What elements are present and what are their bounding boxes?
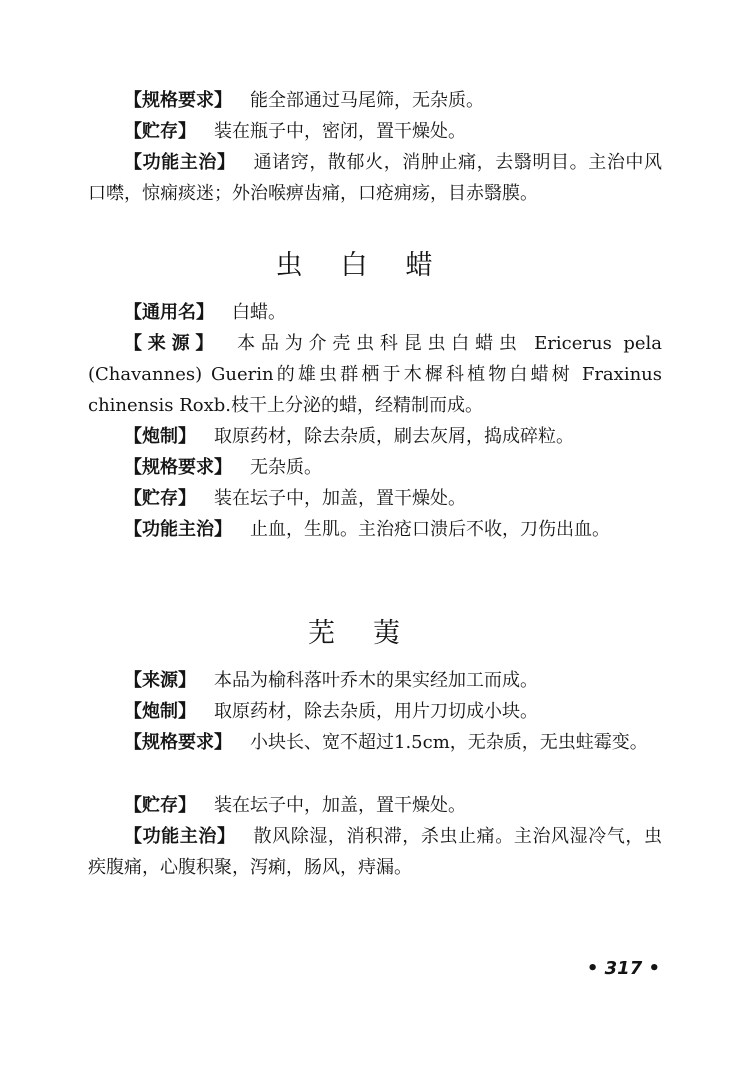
entry-text: 通诸窍，散郁火，消肿止痛，去翳明目。主治中风口噤，惊痫痰迷；外治喉痹齿痛，口疮痈疡，目赤翳膜。 [88,152,663,204]
entry-indications [88,514,662,545]
section-title-wuyi: 芜荑 [308,618,438,649]
entry-text: 小块长、宽不超过1.5cm，无杂质，无虫蛀霉变。 [250,732,648,753]
entry-text: 本品为榆科落叶乔木的果实经加工而成。 [214,670,538,691]
entry-text: 能全部通过马尾筛，无杂质。 [250,90,484,111]
entry-text: 止血，生肌。主治疮口溃后不收，刀伤出血。 [250,519,610,540]
entry-text: 装在坛子中，加盖，置干燥处。 [214,795,466,816]
entry-storage [88,483,662,514]
entry-label: 【功能主治】 [124,826,236,847]
entry-label: 【来源】 [124,333,220,354]
entry-label: 【功能主治】 [124,152,236,173]
entry-source [88,328,662,421]
entry-label: 【贮存】 [124,488,196,509]
entry-spec-requirements [88,452,662,483]
entry-label: 【规格要求】 [124,90,232,111]
entry-text: 装在瓶子中，密闭，置干燥处。 [214,121,466,142]
entry-label: 【来源】 [124,670,196,691]
entry-label: 【炮制】 [124,426,196,447]
entry-storage [88,116,662,147]
entry-text: 取原药材，除去杂质，用片刀切成小块。 [214,701,538,722]
entry-storage [88,790,662,821]
entry-text: 白蜡。 [232,302,286,323]
entry-label: 【贮存】 [124,795,196,816]
entry-indications [88,147,662,209]
entry-label: 【功能主治】 [124,519,232,540]
entry-label: 【通用名】 [124,302,214,323]
entry-label: 【规格要求】 [124,732,232,753]
page-number: • 317 • [586,958,660,979]
entry-common-name [88,297,662,328]
entry-processing [88,421,662,452]
entry-spec-requirements [88,727,662,758]
entry-text: 无杂质。 [250,457,322,478]
entry-source [88,665,662,696]
entry-label: 【炮制】 [124,701,196,722]
entry-text: 装在坛子中，加盖，置干燥处。 [214,488,466,509]
entry-label: 【贮存】 [124,121,196,142]
entry-text: 散风除湿，消积滞，杀虫止痛。主治风湿冷气，虫疾腹痛，心腹积聚，泻痢，肠风，痔漏。 [88,826,663,878]
section-title-chongbaila: 虫白蜡 [275,250,471,281]
entry-spec-requirements [88,85,662,116]
entry-text: 取原药材，除去杂质，刷去灰屑，捣成碎粒。 [214,426,574,447]
entry-label: 【规格要求】 [124,457,232,478]
entry-indications [88,821,662,883]
entry-processing [88,696,662,727]
entry-text: 本品为介壳虫科昆虫白蜡虫 Ericerus pela (Chavannes) Guerin的雄虫群栖于木樨科植物白蜡树 Fraxinus chinensis Roxb.枝干上分泌的蜡，经精制而成。 [88,333,663,416]
